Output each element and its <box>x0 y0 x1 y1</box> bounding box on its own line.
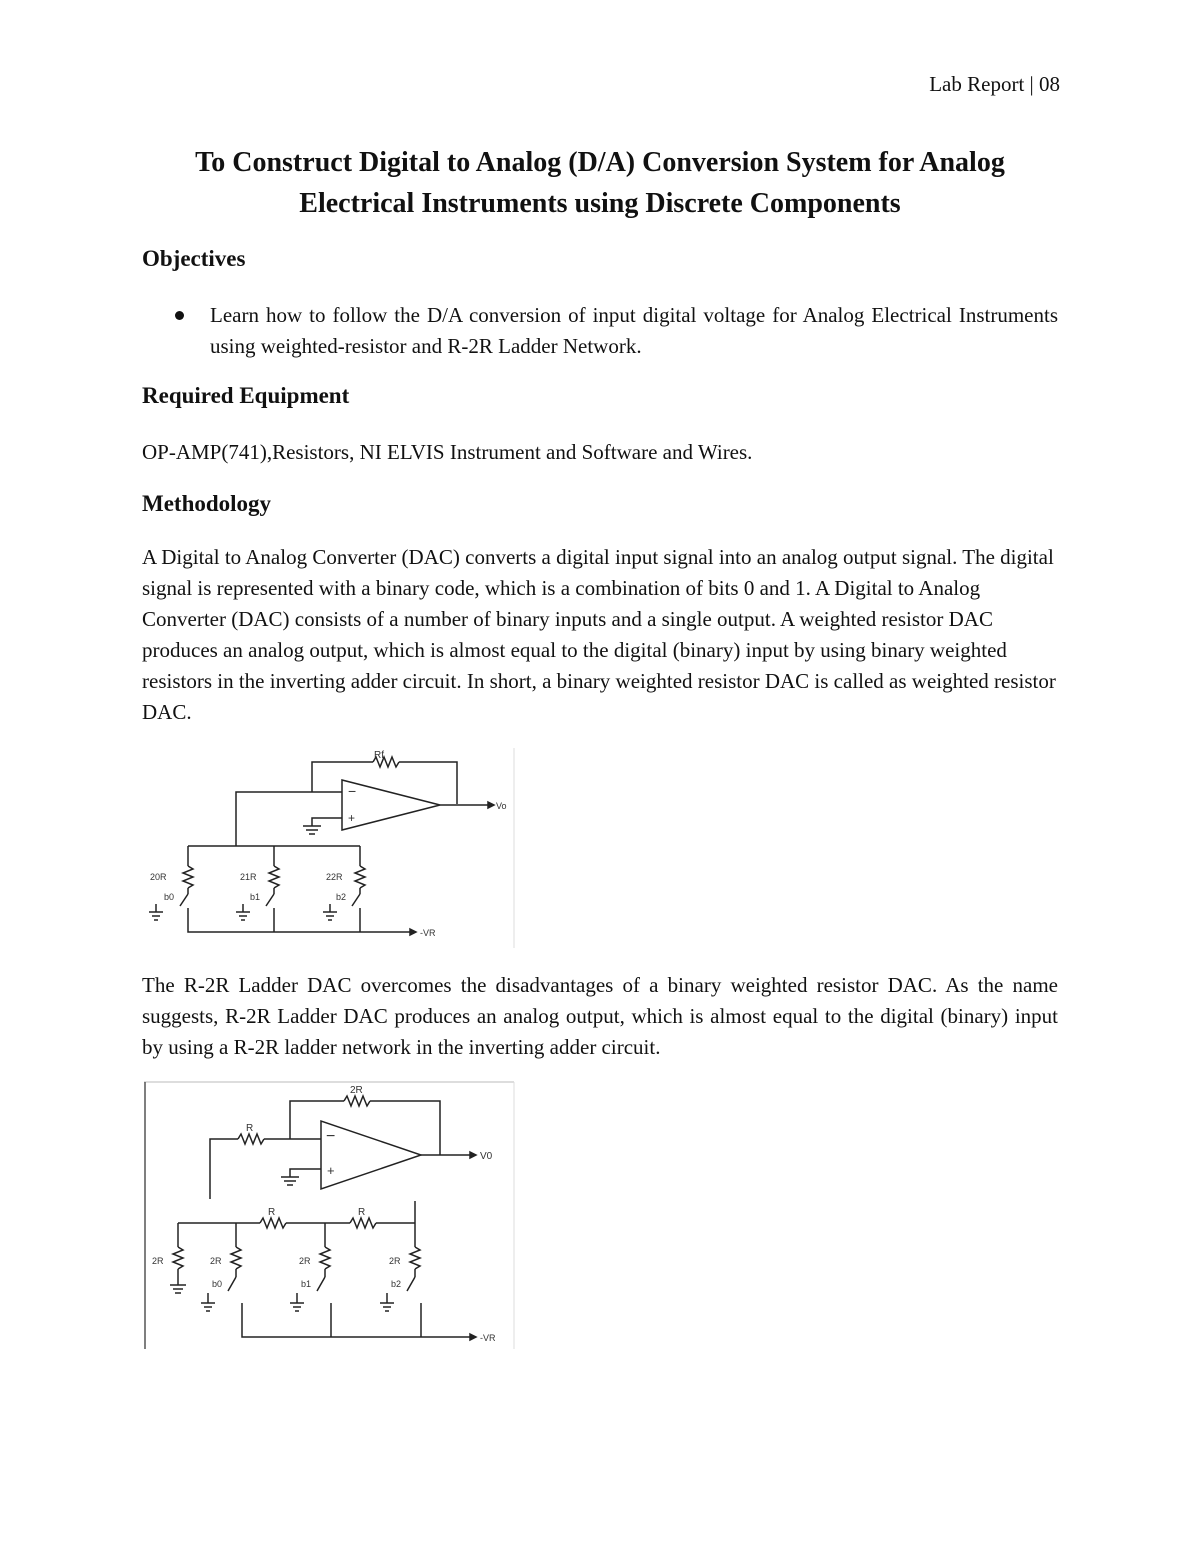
r2r-ladder-dac-diagram <box>144 1081 516 1351</box>
objective-text: Learn how to follow the D/A conversion of input digital voltage for Analog Electrical Instruments using weighted-resistor and R-2R Ladder Network. <box>210 303 1058 358</box>
ladder-2r-label-b: 2R <box>210 1256 222 1266</box>
vr-label: -VR <box>420 928 436 938</box>
weighted-resistor-dac-diagram <box>144 748 516 948</box>
b2-label: b2 <box>336 892 347 902</box>
plus-sign: + <box>327 1163 335 1178</box>
r0-label: 20R <box>150 872 167 882</box>
input-r-label: R <box>246 1123 254 1134</box>
vo-label: V0 <box>480 1151 493 1162</box>
b2-label: b2 <box>391 1279 402 1289</box>
document-title <box>140 142 1060 224</box>
b1-label: b1 <box>301 1279 312 1289</box>
ladder-2r-label-a: 2R <box>152 1256 164 1266</box>
series-r-label-1: R <box>268 1207 276 1218</box>
minus-sign: − <box>326 1128 336 1145</box>
feedback-2r-label: 2R <box>350 1085 363 1096</box>
title-line-2: Electrical Instruments using Discrete Components <box>299 188 901 219</box>
vr-label: -VR <box>480 1333 496 1343</box>
methodology-paragraph-1: A Digital to Analog Converter (DAC) converts a digital input signal into an analog output signal. The digital signal is represented with a binary code, which is a combination of bits 0 and 1. A Digital to Analog Converter (DAC) consists of a number of binary inputs and a single output. A weighted resistor DAC produces an analog output, which is almost equal to the digital (binary) input by using binary weighted resistors in the inverting adder circuit. In short, a binary weighted resistor DAC is called as weighted resistor DAC. <box>142 545 1056 724</box>
page-header: Lab Report | 08 <box>929 72 1060 96</box>
equipment-heading: Required Equipment <box>142 383 350 408</box>
bullet-icon <box>175 311 184 320</box>
b0-label: b0 <box>164 892 175 902</box>
vo-label: Vo <box>496 801 507 811</box>
plus-sign: + <box>348 811 356 825</box>
list-item <box>142 300 1058 362</box>
b0-label: b0 <box>212 1279 223 1289</box>
r1-label: 21R <box>240 872 257 882</box>
series-r-label-2: R <box>358 1207 366 1218</box>
methodology-paragraph-2: The R-2R Ladder DAC overcomes the disadvantages of a binary weighted resistor DAC. As the name suggests, R-2R Ladder DAC produces an analog output, which is almost equal to the digital (binary) input by using a R-2R ladder network in the inverting adder circuit. <box>142 973 1058 1059</box>
objectives-heading: Objectives <box>142 246 246 271</box>
ladder-2r-label-d: 2R <box>389 1256 401 1266</box>
ladder-2r-label-c: 2R <box>299 1256 311 1266</box>
objectives-list <box>142 300 1058 362</box>
rf-label: Rf <box>374 750 384 761</box>
equipment-text: OP-AMP(741),Resistors, NI ELVIS Instrument and Software and Wires. <box>142 440 753 464</box>
methodology-heading: Methodology <box>142 491 272 516</box>
title-line-1: To Construct Digital to Analog (D/A) Conversion System for Analog <box>195 147 1005 178</box>
r2r-ladder-dac-figure <box>144 1081 516 1351</box>
minus-sign: − <box>348 783 357 799</box>
r2-label: 22R <box>326 872 343 882</box>
b1-label: b1 <box>250 892 261 902</box>
weighted-resistor-dac-figure <box>144 748 516 948</box>
